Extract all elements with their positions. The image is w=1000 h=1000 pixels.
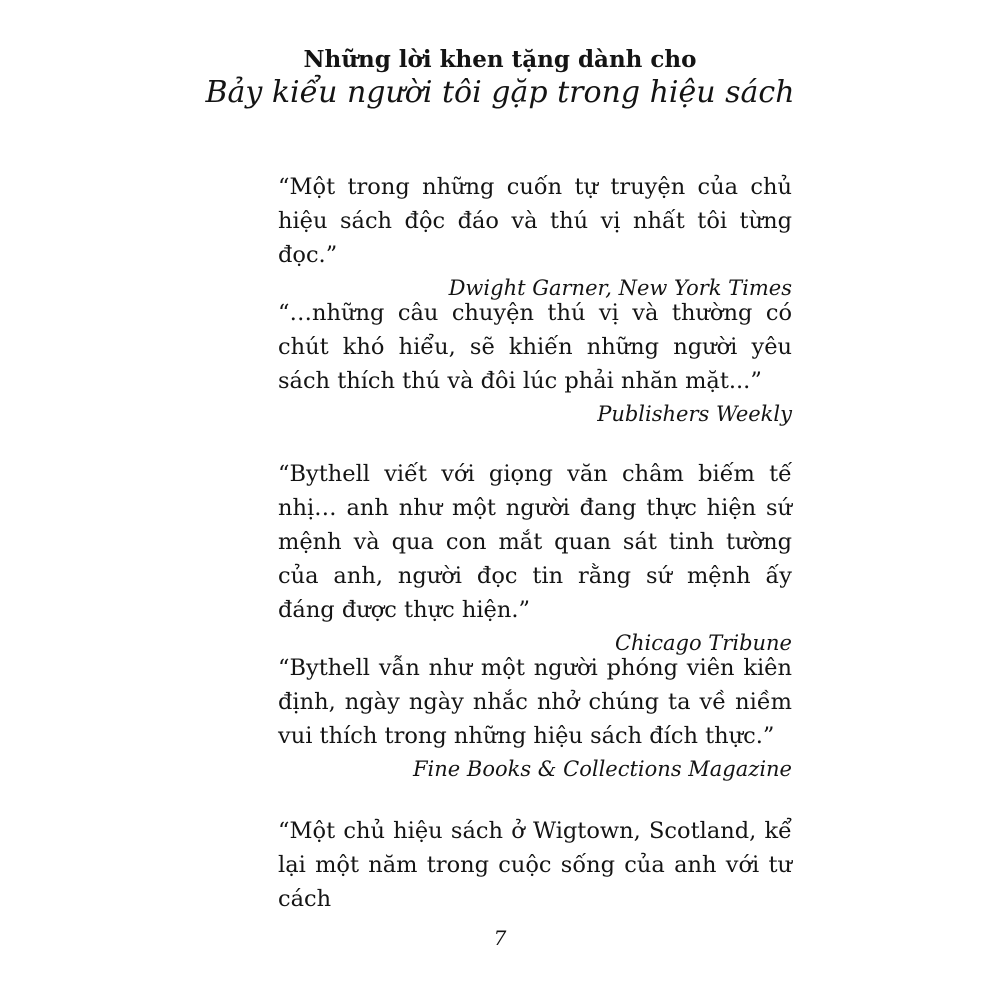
page-heading: Những lời khen tặng dành cho (303, 46, 697, 73)
review-quote-4 (278, 651, 792, 786)
quote-text: “Một trong những cuốn tự truyện của chủ hiệu sách độc đáo và thú vị nhất tôi từng đọc.” (278, 174, 792, 268)
quote-source: Chicago Tribune (614, 631, 792, 655)
quote-text: “Bythell viết với giọng văn châm biếm tế nhị… anh như một người đang thực hiện sứ mệnh và qua con mắt quan sát tinh tường của anh, người đọc tin rằng sứ mệnh ấy đáng được thực hiện.” (278, 461, 792, 623)
book-title: Bảy kiểu người tôi gặp trong hiệu sách (205, 75, 795, 110)
quote-source: Publishers Weekly (597, 402, 792, 426)
review-quote-5 (278, 814, 792, 916)
quote-text: “Một chủ hiệu sách ở Wigtown, Scotland, kể lại một năm trong cuộc sống của anh với tư cách (278, 818, 792, 912)
quote-source: Fine Books & Collections Magazine (412, 757, 792, 781)
quote-source: Dwight Garner, New York Times (448, 276, 792, 300)
review-quote-3 (278, 457, 792, 660)
review-quote-2 (278, 296, 792, 431)
review-quote-1 (278, 170, 792, 305)
quote-text: “…những câu chuyện thú vị và thường có chút khó hiểu, sẽ khiến những người yêu sách thích thú và đôi lúc phải nhăn mặt...” (278, 300, 792, 394)
quote-text: “Bythell vẫn như một người phóng viên kiên định, ngày ngày nhắc nhở chúng ta về niềm vui thích trong những hiệu sách đích thực.” (278, 655, 792, 749)
page-number: 7 (493, 926, 507, 950)
